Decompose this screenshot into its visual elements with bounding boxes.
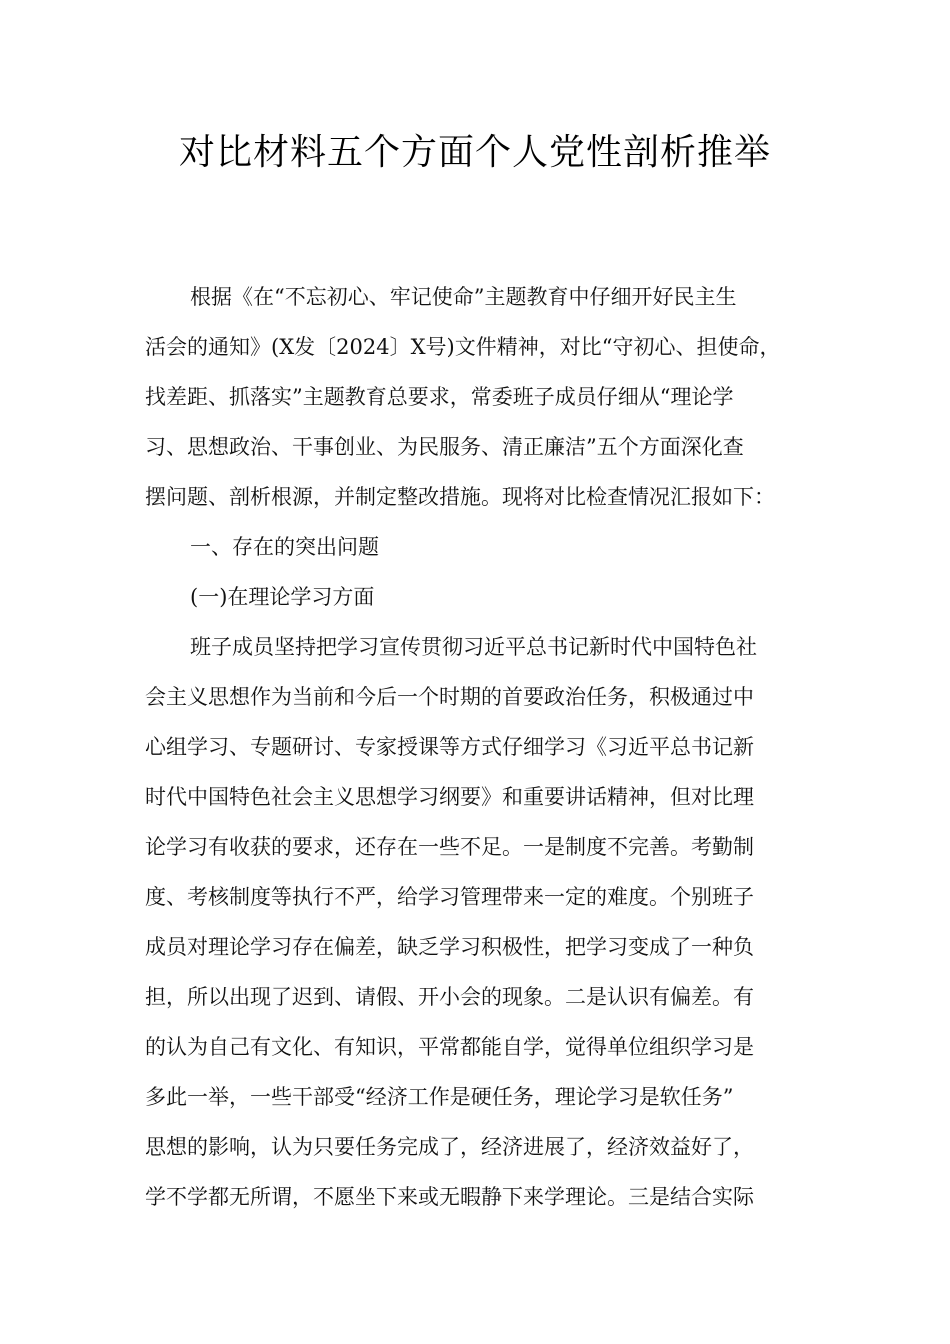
paragraph-line: 班子成员坚持把学习宣传贯彻习近平总书记新时代中国特色社 [190, 635, 757, 659]
paragraph-line: 摆问题、剖析根源，并制定整改措施。现将对比检查情况汇报如下： [145, 485, 775, 509]
paragraph-line: 时代中国特色社会主义思想学习纲要》和重要讲话精神，但对比理 [145, 785, 754, 809]
paragraph-line: 活会的通知》(X发〔2024〕X号)文件精神，对比“守初心、担使命， [145, 335, 781, 359]
paragraph-line: 习、思想政治、干事创业、为民服务、清正廉洁”五个方面深化查 [145, 435, 744, 459]
subsection-heading: (一)在理论学习方面 [190, 585, 375, 609]
paragraph-line: 成员对理论学习存在偏差，缺乏学习积极性，把学习变成了一种负 [145, 935, 754, 959]
paragraph-line: 度、考核制度等执行不严，给学习管理带来一定的难度。个别班子 [145, 885, 754, 909]
document-title: 对比材料五个方面个人党性剖析推举 [178, 132, 771, 173]
paragraph-line: 心组学习、专题研讨、专家授课等方式仔细学习《习近平总书记新 [145, 735, 754, 759]
section-heading: 一、存在的突出问题 [190, 535, 379, 559]
paragraph-line: 的认为自己有文化、有知识，平常都能自学，觉得单位组织学习是 [145, 1035, 754, 1059]
paragraph-line: 思想的影响，认为只要任务完成了，经济进展了，经济效益好了， [145, 1135, 754, 1159]
paragraph-line: 学不学都无所谓，不愿坐下来或无暇静下来学理论。三是结合实际 [145, 1185, 754, 1209]
paragraph-line: 找差距、抓落实”主题教育总要求，常委班子成员仔细从“理论学 [145, 385, 734, 409]
paragraph-line: 多此一举，一些干部受“经济工作是硬任务，理论学习是软任务” [145, 1085, 734, 1109]
paragraph-line: 担，所以出现了迟到、请假、开小会的现象。二是认识有偏差。有 [145, 985, 754, 1009]
paragraph-line: 论学习有收获的要求，还存在一些不足。一是制度不完善。考勤制 [145, 835, 754, 859]
paragraph-line: 根据《在“不忘初心、牢记使命”主题教育中仔细开好民主生 [190, 285, 737, 309]
paragraph-line: 会主义思想作为当前和今后一个时期的首要政治任务，积极通过中 [145, 685, 754, 709]
